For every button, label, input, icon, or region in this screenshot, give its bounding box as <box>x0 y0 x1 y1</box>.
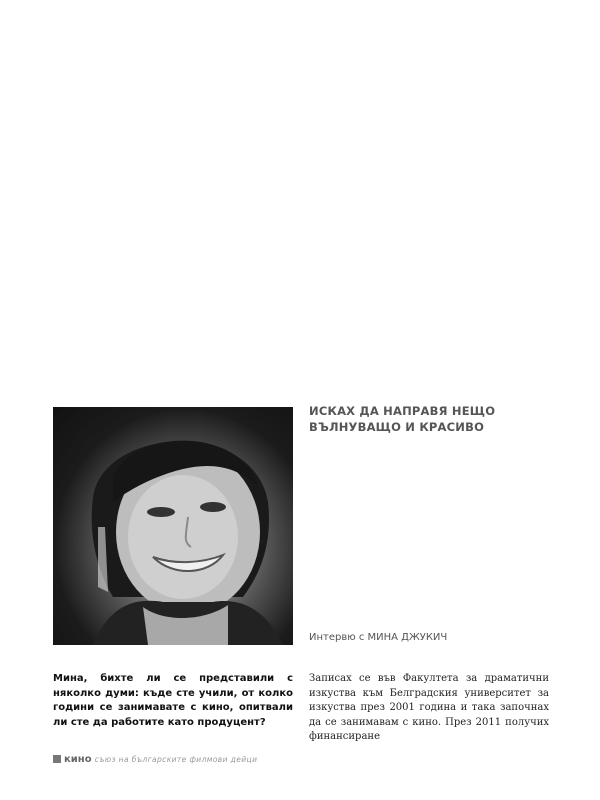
article-byline: Интервю с МИНА ДЖУКИЧ <box>309 632 448 643</box>
interview-question: Мина, бихте ли се представили с няколко думи: къде сте учили, от колко години се занимавате с кино, опитвали ли сте да работите като продуцент? <box>53 673 293 728</box>
footer-square-icon <box>53 755 61 763</box>
footer-brand: кино <box>64 753 92 765</box>
article-title: ИСКАХ ДА НАПРАВЯ НЕЩО ВЪЛНУВАЩО И КРАСИВО <box>309 404 496 434</box>
portrait-photo <box>53 407 293 645</box>
footer-tagline: съюз на българските филмови дейци <box>94 754 258 764</box>
interview-answer: Записах се във Факултета за драматични изкуства към Белградския университет за изкуства през 2001 година и така започнах да се занимавам с кино. През 2011 получих финансиране <box>309 673 549 742</box>
portrait-illustration <box>53 407 293 645</box>
page-footer <box>53 752 257 766</box>
